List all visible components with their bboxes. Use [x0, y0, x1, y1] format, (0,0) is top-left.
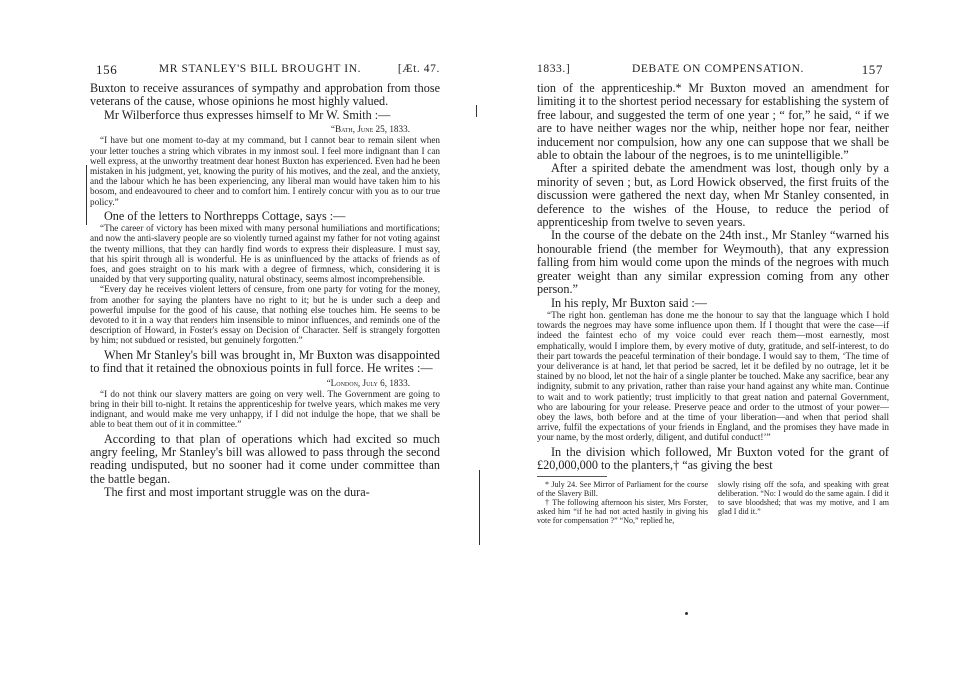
paragraph: In the course of the debate on the 24th inst., Mr Stanley “warned his honourable friend (the member for Weymouth), that any expression falling from him would come upon the minds of the negroes with much greater weight than any similar expression coming from any other person.” — [537, 228, 889, 297]
margin-pencil-mark — [479, 470, 480, 545]
paragraph: One of the letters to Northrepps Cottage, says :— — [104, 208, 346, 223]
page-number: 157 — [861, 62, 883, 77]
footnotes — [537, 480, 889, 525]
running-title: DEBATE ON COMPENSATION. — [632, 63, 804, 75]
paragraph: After a spirited debate the amendment was lost, though only by a minority of seven ; but, as Lord Howick observed, the first fruits of the discussion were gathered the next day, when Mr Stanley consented, in deference to the wishes of the House, to reduce the period of apprenticeship from twelve to seven years. — [537, 161, 889, 230]
footnote: * July 24. See Mirror of Parliament for the course of the Slavery Bill. — [537, 480, 708, 499]
paragraph: When Mr Stanley's bill was brought in, Mr Buxton was disappointed to find that it retained the obnoxious points in full force. He writes :— — [90, 347, 440, 376]
footnote-column — [718, 480, 889, 525]
year-note: 1833.] — [537, 63, 571, 75]
block-quote: “The career of victory has been mixed with many personal humiliations and mortifications; and now the anti-slavery people are so violently turned against my father for not voting against the twenty millions, that they can hardly find words to express their displeasure. I must say, that his spirit through all is wonderful. He is as uninfluenced by the attacks of friends as of foes, and goes straight on to his mark with a degree of firmness, which, considering it is unaided by that very supporting quality, natural obstinacy, seems almost incomprehensible. — [90, 223, 440, 285]
left-page — [90, 62, 440, 662]
paragraph: According to that plan of operations which had excited so much angry feeling, Mr Stanley's bill was allowed to pass through the second reading undisputed, but no sooner had it come under committee than the battle began. — [90, 431, 440, 486]
margin-pencil-mark — [476, 105, 477, 117]
block-quote: “Every day he receives violent letters of censure, from one party for voting for the money, from another for saying the planters have no right to it; but he is under such a deep and powerful impulse for the good of his cause, that nothing else touches him. He seems to be devoted to it in a way that renders him insensible to minor influences, and reminds one of the description of Howard, in Foster's essay on Decision of Character. Self is strangely forgotten by him; not subdued or resisted, but genuinely forgotten.” — [90, 284, 440, 346]
block-quote: “The right hon. gentleman has done me the honour to say that the language which I hold towards the negroes may have some influence upon them. If I thought that were the case—if indeed the faintest echo of my voice could ever reach them—most earnestly, most emphatically, would I implore them, by every motive of duty, gratitude, and self-interest, to do their part towards the peaceful termination of their bondage. I would say to them, ‘The time of your deliverance is at hand, let that period be sacred, let it be defiled by no outrage, let it be stained by no blood, let not the hair of a single planter be touched. Make any sacrifice, bear any indignity, submit to any privation, rather than raise your hand against any white man. Continue to wait and to work patiently; trust implicitly to that great nation and paternal Government, who are labouring for your release. Preserve peace and order to the utmost of your power—obey the laws, both before and at the time of your liberation—and when that period shall arrive, fulfil the expectations of your friends in England, and the promises they have made in your name, by the most orderly, diligent, and dutiful conduct!’” — [537, 309, 889, 443]
margin-pencil-mark — [86, 165, 87, 225]
paragraph: tion of the apprenticeship.* Mr Buxton moved an amendment for limiting it to the shortest period necessary for establishing the system of free labour, and suggested the term of one year ; “ for,” he said, “ if we are to have neither wages nor the whip, neither hope nor fear, neither inducement nor compulsion, how any one can suppose that we shall be able to obtain the labour of the negroes, is to me unintelligible.” — [537, 81, 889, 163]
paragraph: In his reply, Mr Buxton said :— — [551, 295, 707, 310]
age-note: [Æt. 47. — [397, 63, 440, 75]
footnote: † The following afternoon his sister, Mrs Forster, asked him “if he had not acted hastily in giving his vote for compensation ?” “No,” replied he, — [537, 498, 708, 526]
paragraph: In the division which followed, Mr Buxton voted for the grant of £20,000,000 to the planters,† “as giving the best — [537, 444, 889, 472]
footnote: slowly rising off the sofa, and speaking with great deliberation. “No: I would do the same again. I did it to save bloodshed; that was my motive, and I am glad I did it.” — [718, 480, 889, 517]
letter-dateline: “London, July 6, 1833. — [326, 377, 410, 388]
paragraph: Mr Wilberforce thus expresses himself to Mr W. Smith :— — [104, 107, 391, 122]
running-head — [90, 62, 440, 82]
footnote-column — [537, 480, 708, 525]
footnote-rule — [537, 476, 607, 477]
letter-dateline: “Bath, June 25, 1833. — [330, 124, 410, 135]
paragraph: The first and most important struggle was on the dura- — [104, 485, 370, 500]
right-page — [537, 62, 889, 662]
paragraph: Buxton to receive assurances of sympathy and approbation from those veterans of the cause, whose opinions he most highly valued. — [90, 81, 440, 109]
running-title: MR STANLEY'S BILL BROUGHT IN. — [158, 63, 362, 75]
block-quote: “I have but one moment to-day at my command, but I cannot bear to remain silent when your letter touches a string which vibrates in my inmost soul. I feel more indignant than I can well express, at the unworthy treatment dear honest Buxton has experienced. Even had he been mistaken in his judgment, yet, knowing the purity of his motives, and the zeal, and the anxiety, and the labour which he has been experiencing, any liberal man would have taken him to his bosom, and endeavoured to cheer and to comfort him. I entirely concur with you as to our true policy.” — [90, 135, 440, 207]
page-number: 156 — [96, 62, 118, 77]
block-quote: “I do not think our slavery matters are going on very well. The Government are going to bring in their bill to-night. It retains the apprenticeship for twelve years, which makes me very indignant, and would make me very unhappy, if I did not indulge the hope, that we shall be able to beat them out of it in committee.” — [90, 388, 440, 430]
running-head — [537, 62, 889, 82]
